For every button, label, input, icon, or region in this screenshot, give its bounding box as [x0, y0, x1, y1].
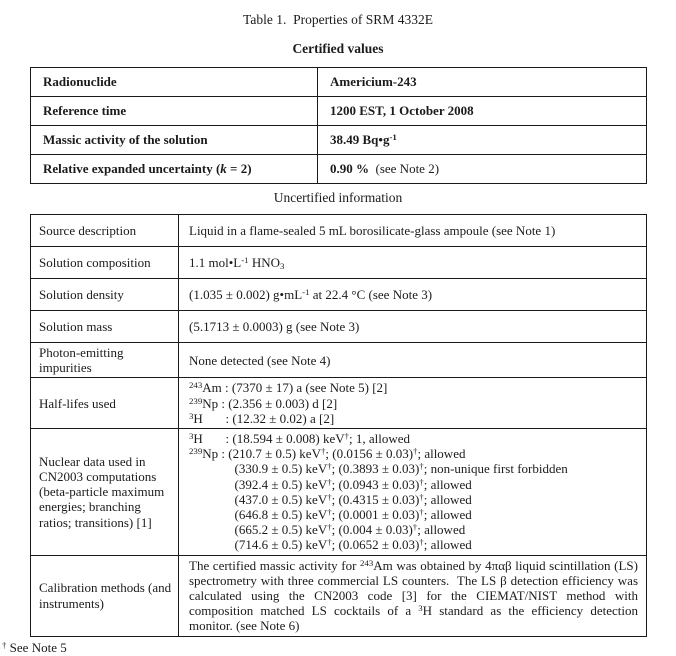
- certified-values-table: [30, 67, 647, 184]
- certified-values-heading: Certified values: [292, 41, 384, 56]
- row-value-source-description: Liquid in a flame-sealed 5 mL borosilicate-glass ampoule (see Note 1): [179, 215, 647, 247]
- row-label-nuclear-data: Nuclear data used in CN2003 computations (beta-particle maximum energies; branching ratios; transitions) [1]: [31, 429, 179, 556]
- table-row: [31, 68, 647, 97]
- table-row: [31, 215, 647, 247]
- row-label-uncertainty: Relative expanded uncertainty (k = 2): [31, 155, 318, 184]
- row-value-photon-impurities: None detected (see Note 4): [179, 343, 647, 378]
- table-row: [31, 247, 647, 279]
- row-value-uncertainty: [318, 155, 647, 184]
- row-value-half-lifes: $^{243}$Am : (7370 ± 17) a (see Note 5) [2] $^{239}$Np : (2.356 ± 0.003) d [2] $^3$H : (12.32 ± 0.02) a [2]: [179, 378, 647, 429]
- table-row: [31, 555, 647, 636]
- table-row: [31, 429, 647, 556]
- row-label-radionuclide: Radionuclide: [31, 68, 318, 97]
- row-label-photon-impurities: Photon-emitting impurities: [31, 343, 179, 378]
- table-row: [31, 126, 647, 155]
- row-label-solution-composition: Solution composition: [31, 247, 179, 279]
- table-row: [31, 155, 647, 184]
- row-value-calibration-methods: The certified massic activity for $^{243}$Am was obtained by 4παβ liquid scintillation (LS) spectrometry with three commercial LS counters. The LS β detection efficiency was calculated using the CN2003 code [3] for the CIEMAT/NIST method with composition matched LS cocktails of a $^3$H standard as the efficiency detection monitor. (see Note 6): [179, 555, 647, 636]
- row-label-solution-mass: Solution mass: [31, 311, 179, 343]
- row-label-solution-density: Solution density: [31, 279, 179, 311]
- row-value-radionuclide: Americium-243: [318, 68, 647, 97]
- row-value-massic-activity: 38.49 $Bq•g^{-1}$: [318, 126, 647, 155]
- table-title: Table 1. Properties of SRM 4332E: [243, 12, 433, 27]
- uncertified-information-table: [30, 214, 647, 637]
- dagger-footnote: † See Note 5: [2, 639, 67, 655]
- row-label-massic-activity: Massic activity of the solution: [31, 126, 318, 155]
- table-row: [31, 378, 647, 429]
- row-value-reference-time: 1200 EST, 1 October 2008: [318, 97, 647, 126]
- row-value-solution-mass: (5.1713 ± 0.0003) g (see Note 3): [179, 311, 647, 343]
- row-value-solution-composition: 1.1 $mol•L^{-1}$ $HNO_3$: [179, 247, 647, 279]
- row-label-half-lifes: Half-lifes used: [31, 378, 179, 429]
- uncertified-information-heading: Uncertified information: [273, 190, 403, 205]
- uncertainty-value: 0.90 %: [330, 161, 369, 177]
- table-row: [31, 311, 647, 343]
- table-row: [31, 343, 647, 378]
- row-label-calibration-methods: Calibration methods (and instruments): [31, 555, 179, 636]
- row-label-source-description: Source description: [31, 215, 179, 247]
- row-label-reference-time: Reference time: [31, 97, 318, 126]
- table-row: [31, 97, 647, 126]
- row-value-solution-density: (1.035 ± 0.002) $g•mL^{-1}$ at 22.4 °C (see Note 3): [179, 279, 647, 311]
- see-note-2: (see Note 2): [369, 161, 440, 177]
- row-value-nuclear-data: $^3$H : (18.594 ± 0.008) keV†; 1, allowed $^{239}$Np : (210.7 ± 0.5) keV†; (0.0156 ± 0.03)†; allowed (330.9 ± 0.5) keV†; (0.3893 ± 0.03)†; non-unique first forbidden (392.4 ± 0.5) keV†; (0.0943 ± 0.03)†; allowed (437.0 ± 0.5) keV†; (0.4315 ± 0.03)†; allowed (646.8 ± 0.5) keV†; (0.0001 ± 0.03)†; allowed (665.2 ± 0.5) keV†; (0.004 ± 0.03)†; allowed (714.6 ± 0.5) keV†; (0.0652 ± 0.03)†; allowed: [179, 429, 647, 556]
- table-row: [31, 279, 647, 311]
